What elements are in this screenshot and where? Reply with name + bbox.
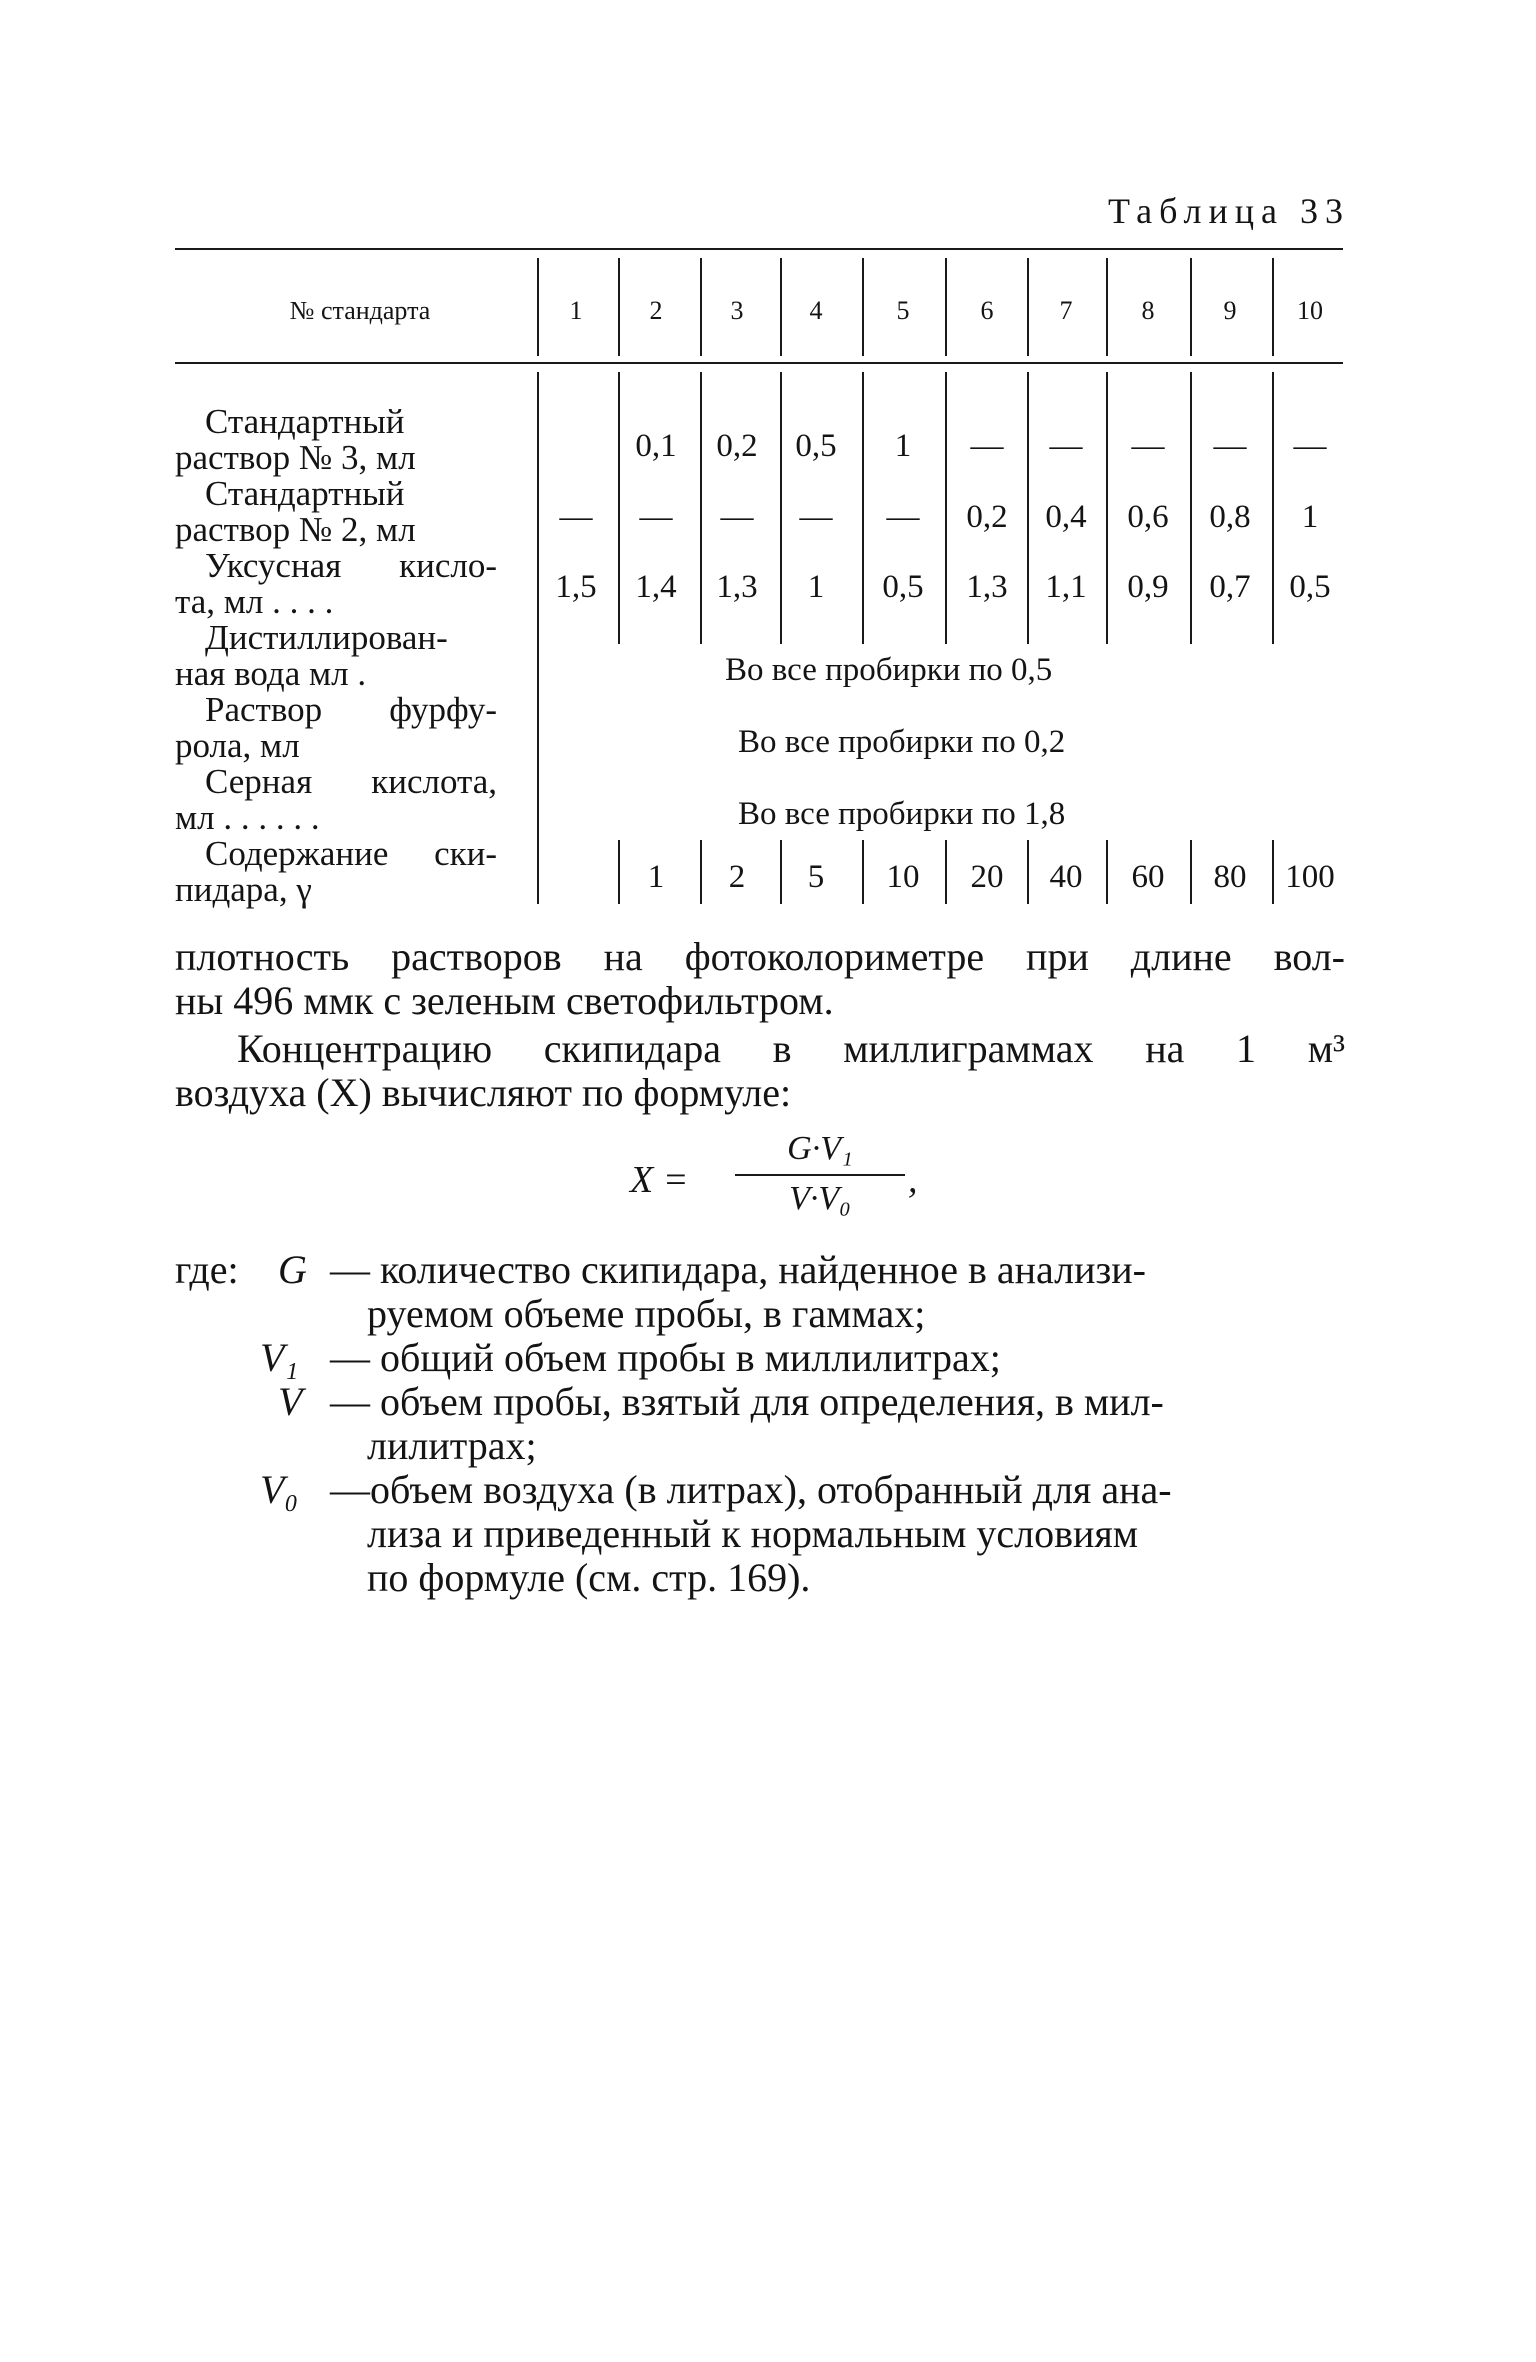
table-cell: 5	[807, 859, 825, 895]
column-rule	[1272, 258, 1274, 356]
table-cell: 1	[807, 569, 825, 605]
formula-trail: ,	[908, 1159, 918, 1201]
definition-symbol: V	[278, 1379, 303, 1424]
row-label-line: рола, мл	[175, 726, 300, 765]
row-label	[175, 476, 497, 548]
row-label	[175, 548, 497, 620]
column-rule	[1106, 372, 1108, 644]
definition-symbol: G	[278, 1247, 307, 1292]
table-cell: 1,5	[555, 569, 597, 605]
column-rule	[1106, 840, 1108, 904]
row-label	[175, 764, 497, 836]
paragraph-1-line: плотность растворов на фотоколориметре при длине вол-	[175, 934, 1345, 979]
paragraph-2-line: Концентрацию скипидара в миллиграммах на 1 м³	[237, 1026, 1345, 1071]
definition-line: руемом объеме пробы, в гаммах;	[367, 1291, 926, 1336]
row-label	[175, 692, 497, 764]
row-label-line: раствор № 3, мл	[175, 438, 416, 477]
table-cell: —	[886, 499, 920, 535]
formula-numerator: G·V₁	[787, 1130, 853, 1167]
table-cell: 0,2	[716, 428, 758, 464]
column-header: 5	[896, 296, 910, 325]
table-cell: 80	[1213, 859, 1247, 895]
paragraph-1	[175, 935, 1345, 1023]
table-cell: 0,5	[1289, 569, 1331, 605]
table-top-rule	[175, 248, 1343, 250]
table-cell: —	[720, 499, 754, 535]
table-cell: —	[1049, 428, 1083, 464]
paragraph-2-line: воздуха (X) вычисляют по формуле:	[175, 1070, 792, 1115]
table-cell: —	[1213, 428, 1247, 464]
span-cell: Во все пробирки по 0,2	[738, 724, 1066, 760]
table-cell: —	[639, 499, 673, 535]
span-cell: Во все пробирки по 0,5	[725, 652, 1053, 688]
table-cell: —	[799, 499, 833, 535]
row-label-line: та, мл . . . .	[175, 582, 334, 621]
row-label-line: Содержание ски-	[205, 834, 497, 873]
table-cell: 1,3	[966, 569, 1008, 605]
table-cell: 2	[728, 859, 746, 895]
column-header: 4	[809, 296, 823, 325]
column-rule	[862, 372, 864, 644]
definition-line: — количество скипидара, найденное в анализи-	[330, 1247, 1146, 1292]
column-header: 3	[730, 296, 744, 325]
column-header: 1	[569, 296, 583, 325]
table-cell: 1,4	[635, 569, 677, 605]
table-cell: 10	[886, 859, 920, 895]
column-rule	[780, 258, 782, 356]
table-cell: —	[1131, 428, 1165, 464]
row-label-line: Стандартный	[205, 474, 405, 513]
table-cell: 0,8	[1209, 499, 1251, 535]
row-label	[175, 836, 497, 908]
column-header: 9	[1223, 296, 1237, 325]
row-label-line: Дистиллирован-	[205, 618, 448, 657]
table-cell: —	[559, 499, 593, 535]
table-cell: 1,1	[1045, 569, 1087, 605]
row-label-line: Уксусная кисло-	[205, 546, 497, 585]
table-cell: 1	[1301, 499, 1319, 535]
fraction-bar	[735, 1174, 905, 1176]
row-label-line: раствор № 2, мл	[175, 510, 416, 549]
row-label-line: Серная кислота,	[205, 762, 497, 801]
formula-denominator: V·V₀	[789, 1180, 851, 1217]
table-cell: 0,2	[966, 499, 1008, 535]
header-label: № стандарта	[289, 296, 431, 325]
definition-line: по формуле (см. стр. 169).	[367, 1555, 811, 1600]
formula-lhs: X =	[630, 1159, 689, 1201]
column-header: 8	[1141, 296, 1155, 325]
column-rule	[945, 258, 947, 356]
row-label	[175, 620, 497, 692]
table-cell: 1,3	[716, 569, 758, 605]
column-header: 7	[1059, 296, 1073, 325]
table-cell: 20	[970, 859, 1004, 895]
row-label-line: ная вода мл .	[175, 654, 367, 693]
definition-line: лилитрах;	[367, 1423, 537, 1468]
definitions-intro: где:	[175, 1247, 239, 1292]
row-label-line: пидара, γ	[175, 870, 312, 909]
span-cell: Во все пробирки по 1,8	[738, 796, 1066, 832]
definition-line: лиза и приведенный к нормальным условиям	[367, 1511, 1139, 1556]
table-caption: Таблица 33	[1108, 191, 1350, 231]
table-cell: 0,7	[1209, 569, 1251, 605]
table-cell: 100	[1285, 859, 1335, 895]
table-cell: 1	[647, 859, 665, 895]
row-label	[175, 404, 497, 476]
column-rule	[537, 258, 539, 356]
column-rule	[862, 840, 864, 904]
definition-line: — общий объем пробы в миллилитрах;	[330, 1335, 1001, 1380]
row-label-line: Стандартный	[205, 402, 405, 441]
table-cell: 0,6	[1127, 499, 1169, 535]
column-rule	[1106, 258, 1108, 356]
table-cell: 1	[894, 428, 912, 464]
column-rule	[1027, 258, 1029, 356]
column-header: 2	[649, 296, 663, 325]
table-cell: —	[970, 428, 1004, 464]
column-rule	[862, 258, 864, 356]
column-rule	[537, 644, 539, 904]
table-cell: 0,5	[882, 569, 924, 605]
table-cell: 60	[1131, 859, 1165, 895]
column-rule	[700, 258, 702, 356]
column-rule	[945, 840, 947, 904]
table-header-rule	[175, 362, 1343, 364]
table-cell: 0,4	[1045, 499, 1087, 535]
table-cell: 0,1	[635, 428, 677, 464]
paragraph-1-line: ны 496 ммк с зеленым светофильтром.	[175, 978, 834, 1023]
definition-symbol: V₀	[260, 1467, 299, 1512]
table-cell: 0,5	[795, 428, 837, 464]
column-header: 6	[980, 296, 994, 325]
definition-line: — объем пробы, взятый для определения, в мил-	[330, 1379, 1164, 1424]
column-rule	[945, 372, 947, 644]
table-cell: 40	[1049, 859, 1083, 895]
row-label-line: Раствор фурфу-	[205, 690, 497, 729]
paragraph-2	[175, 1027, 1345, 1115]
column-header: 10	[1297, 296, 1323, 325]
definition-symbol: V₁	[260, 1335, 299, 1380]
table-cell: —	[1293, 428, 1327, 464]
row-label-line: мл . . . . . .	[175, 798, 320, 837]
definition-line: —объем воздуха (в литрах), отобранный для ана-	[330, 1467, 1172, 1512]
column-rule	[618, 258, 620, 356]
column-rule	[1190, 258, 1192, 356]
table-cell: 0,9	[1127, 569, 1169, 605]
